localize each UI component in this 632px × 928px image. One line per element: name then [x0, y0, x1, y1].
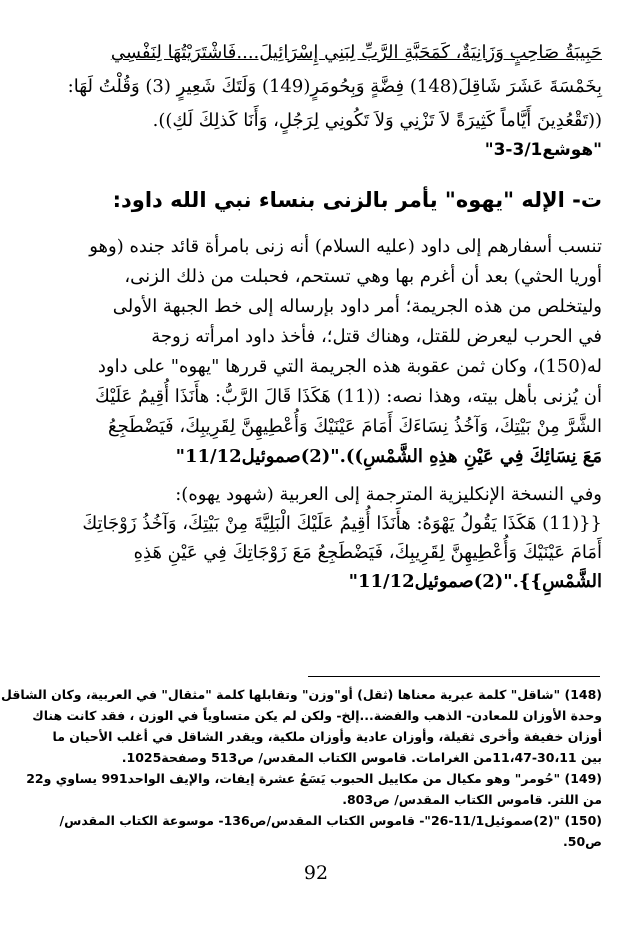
paragraph-line: أوريا الحثي) بعد أن أغرم بها وهي تستحم، فحبلت من ذلك الزنى،	[124, 266, 602, 287]
footnote-line: من اللتر. قاموس الكتاب المقدس/ ص803.	[342, 792, 602, 807]
paragraph-line: الشَّمْسِ}}."(2)صموئيل11/12"	[348, 571, 602, 592]
footnotes	[1, 684, 602, 852]
footnote-line: وحدة الأوزان للمعادن- الذهب والفضة...إلخ- ولكن لم يكن متساوياً في الوزن ، فقد كانت هناك	[32, 708, 602, 723]
paragraph-line: وليتخلص من هذه الجريمة؛ أمر داود بإرساله إلى خط الجبهة الأولى	[112, 296, 602, 317]
footnote-divider	[308, 676, 600, 677]
paragraph-line: الشَّرَّ مِنْ بَيْتِكَ، وَآخُذُ نِسَاءَكَ أَمَامَ عَيْنَيْكَ وَأُعْطِيهِنَّ لِقَرِيبِكَ، فَيَضْطَجِعُ	[108, 416, 602, 437]
footnote-line: ص50.	[563, 834, 602, 849]
footnote-line: أوزان خفيفة وأخرى ثقيلة، وأوزان عادية وأوزان ملكية، ويقدر الشاقل في أغلب الأحيان ما	[52, 729, 602, 744]
paragraph-line: مَعَ نِسَائِكَ فِي عَيْنِ هذِهِ الشَّمْسِ))."(2)صموئيل11/12"	[175, 446, 602, 467]
scripture-reference: "هوشع3/1-3"	[484, 140, 602, 160]
page-number: 92	[303, 862, 329, 884]
body-paragraph	[28, 480, 602, 596]
paragraph-line: أَمَامَ عَيْنَيْكَ وَأُعْطِيهِنَّ لِقَرِيبِكَ، فَيَضْطَجِعُ مَعَ زَوْجَاتِكَ فِي عَيْنِ هَذِهِ	[133, 542, 602, 563]
paragraph-line: له(150)، وكان ثمن عقوبة هذه الجريمة التي قررها "يهوه" على داود	[97, 356, 602, 377]
paragraph-line: أن يُزنى بأهل بيته، وهذا نصه: ((11) هَكَذَا قَالَ الرَّبُّ: هأَنَذَا أُقِيمُ عَلَيْكَ	[95, 386, 602, 407]
footnote-line: بين 30،11-11،47من الغرامات. قاموس الكتاب المقدس/ ص513 وصفحة1025.	[121, 750, 602, 765]
quote-line: حَبِيبَةُ صَاحِبٍ وَزَانِيَةٌ، كَمَحَبَّةِ الرَّبِّ لِبَنِي إِسْرَائِيلَ....فَاشْتَرَيْتُهَا لِنَفْسِي	[110, 42, 602, 63]
body-paragraph	[28, 232, 602, 472]
footnote-line: (148) "شاقل" كلمة عبرية معناها (ثقل) أو"وزن" وتقابلها كلمة "مثقال" في العربية، وكان الشاقل	[1, 687, 602, 702]
footnote-line: (150) "(2)صموئيل11/1-26"- قاموس الكتاب المقدس/ص136- موسوعة الكتاب المقدس/	[59, 813, 602, 828]
paragraph-line: وفي النسخة الإنكليزية المترجمة إلى العربية (شهود يهوه):	[175, 484, 602, 505]
quote-line: بِخَمْسَةَ عَشَرَ شَاقِلَ(148) فِضَّةٍ وَبِحُومَرٍ(149) وَلَتَكَ شَعِيرٍ (3) وَقُلْتُ لَهَا:	[67, 76, 602, 97]
footnote-line: (149) "حُومر" وهو مكيال من مكاييل الحبوب يَسَعُ عشرة إيفات، والإيف الواحد991 يساوي و22	[26, 771, 602, 786]
quoted-scripture-hosea	[28, 36, 602, 138]
quote-line: ((تَقْعُدِينَ أَيَّاماً كَثِيرَةً لاَ تَزْنِي وَلاَ تَكُونِي لِرَجُلٍ، وَأَنَا كَذلِكَ لَكِ)).	[152, 110, 602, 131]
paragraph-line: تنسب أسفارهم إلى داود (عليه السلام) أنه زنى بامرأة قائد جنده (وهو	[89, 236, 602, 257]
paragraph-line: {{(11) هَكَذَا يَقُولُ يَهْوَهُ: هأَنَذَا أُقِيمُ عَلَيْكَ الْبَلِيَّةَ مِنْ بَيْتِكَ، وَآخُذُ زَوْجَاتِكَ	[82, 513, 602, 534]
paragraph-line: في الحرب ليعرض للقتل، وهناك قتل؛، فأخذ داود امرأته زوجة	[151, 326, 602, 347]
section-heading: ت- الإله "يهوه" يأمر بالزنى بنساء نبي الله داود:	[112, 188, 602, 212]
